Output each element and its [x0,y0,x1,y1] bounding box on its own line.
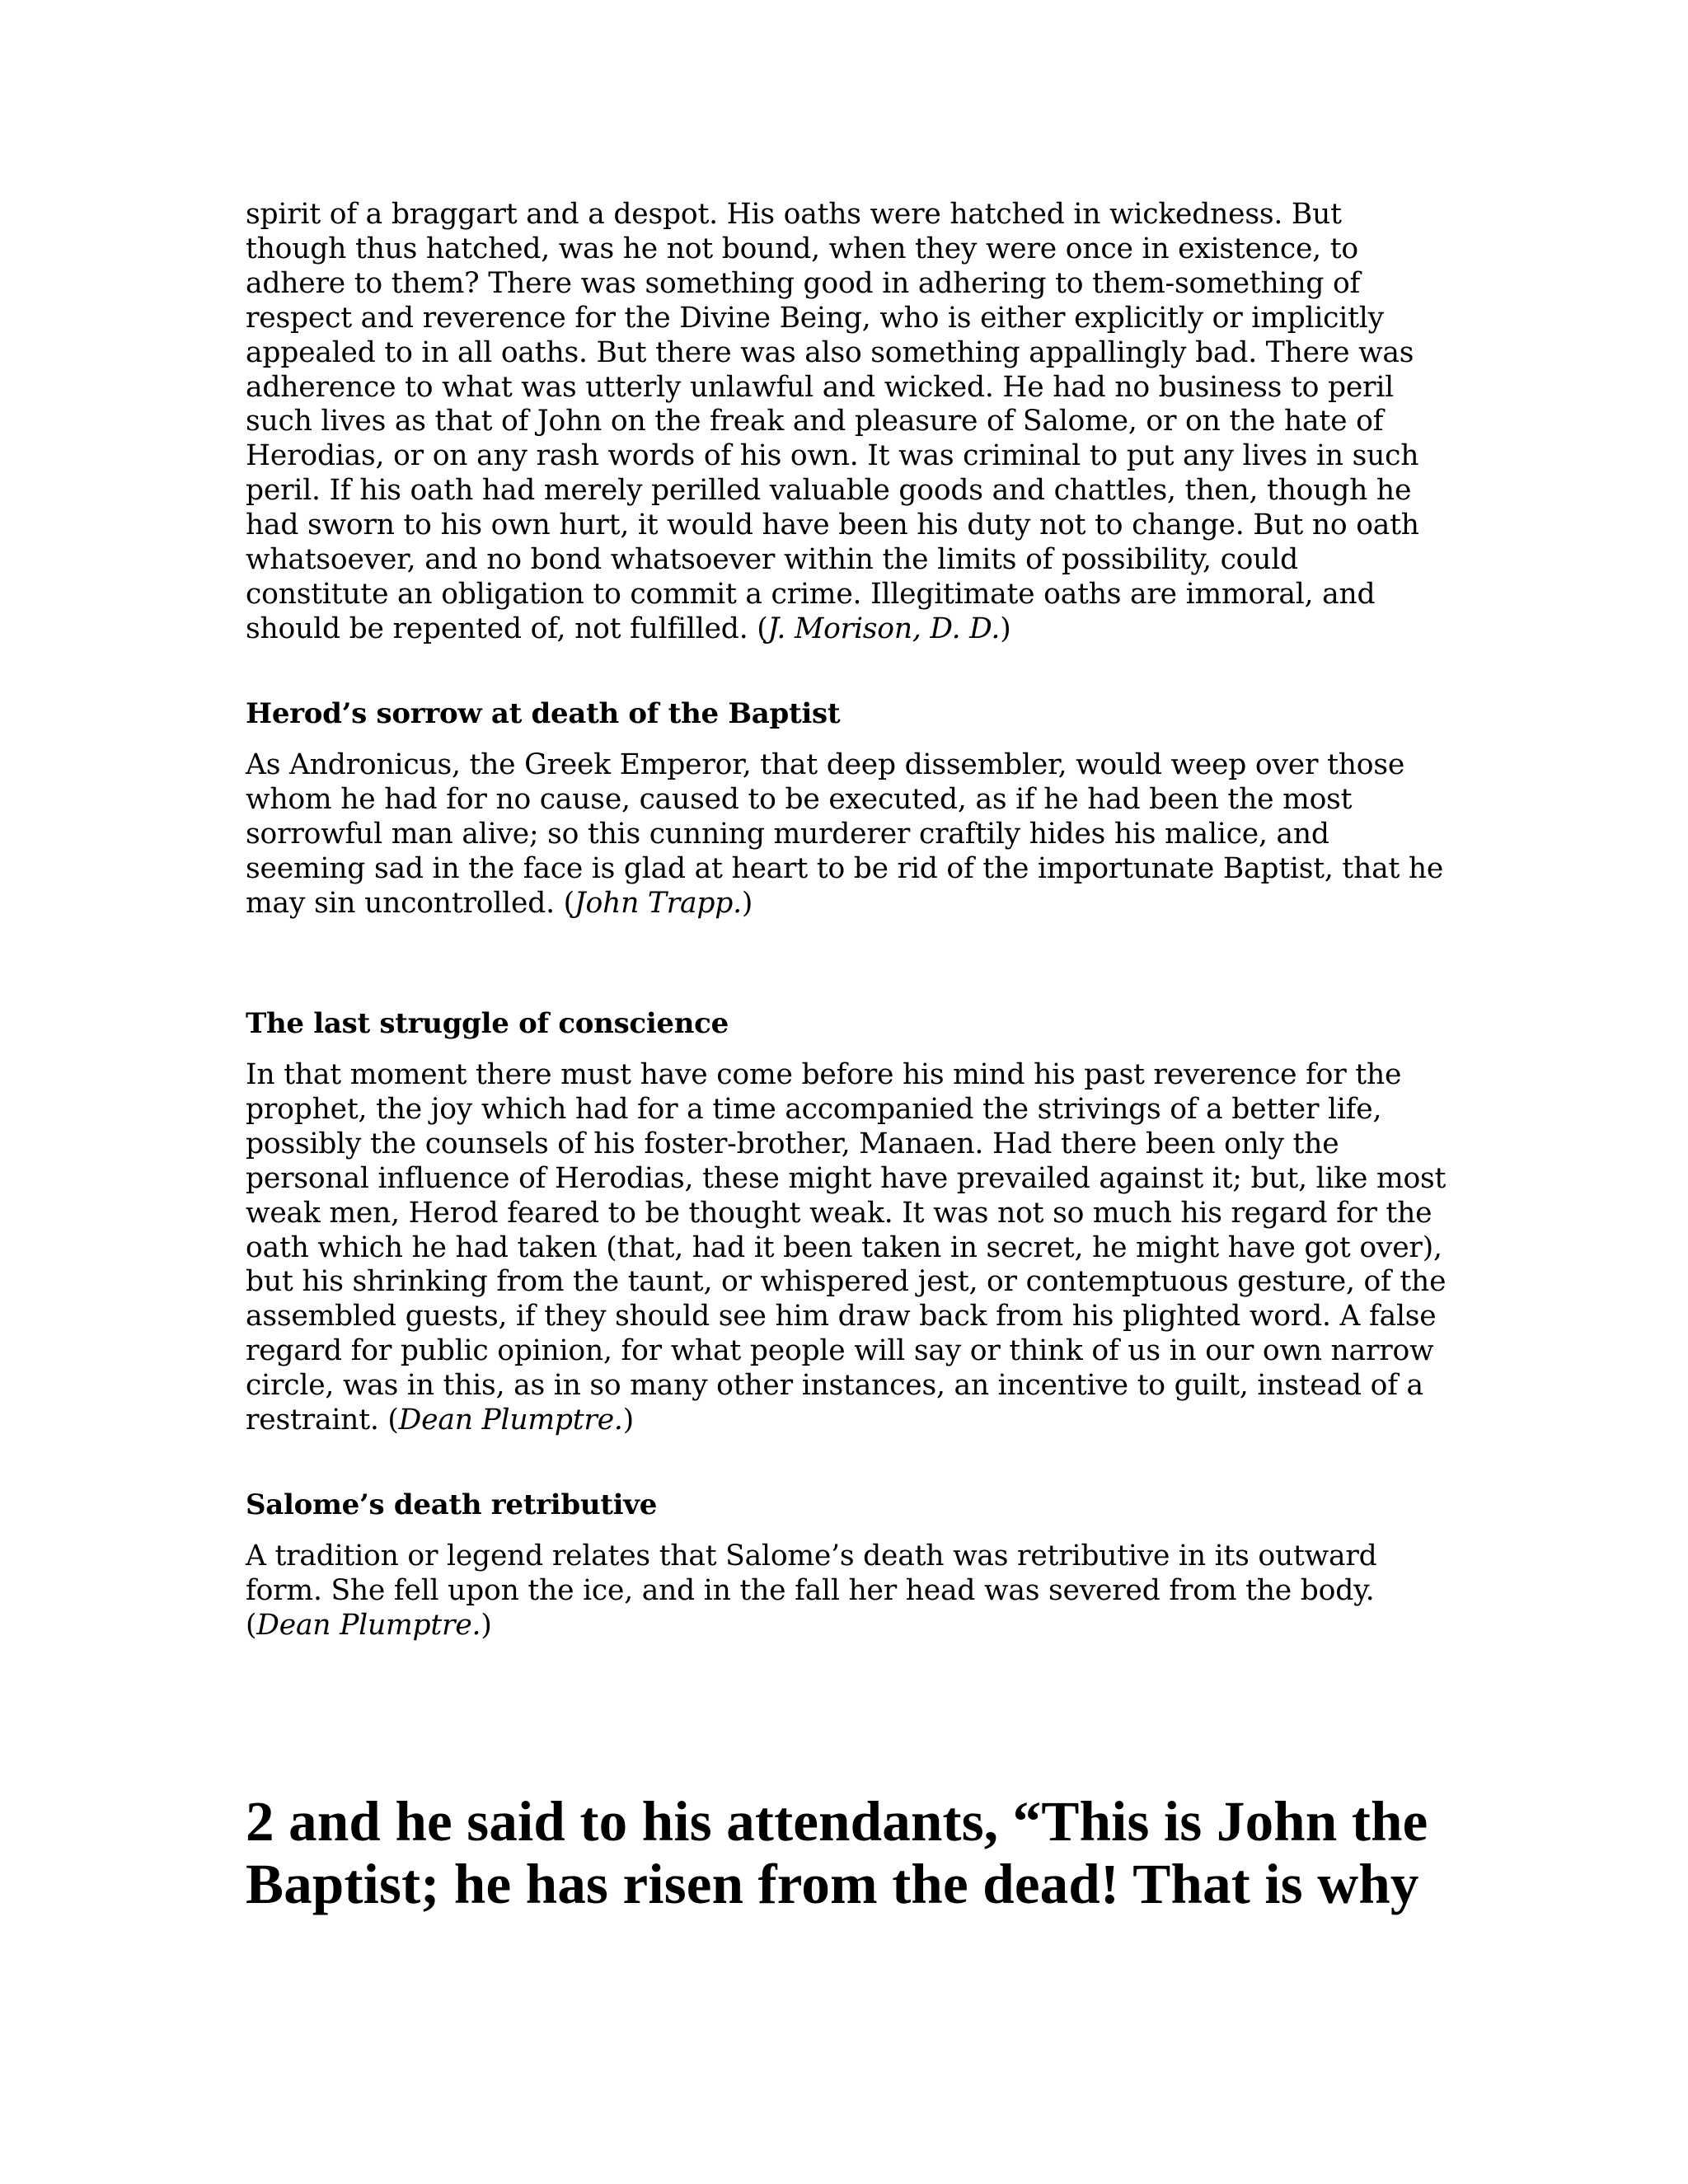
citation-close: ) [481,1608,492,1642]
verse-heading: 2 and he said to his attendants, “This is John the Baptist; he has risen from the dead! That is why [246,1790,1428,1915]
citation-close: ) [622,1404,634,1437]
commentary-paragraph [246,198,1449,647]
author-citation: J. Morison, D. D. [767,612,1001,645]
author-citation: John Trapp. [574,886,742,920]
paragraph-text: In that moment there must have come before his mind his past reverence for the prophet, the joy which had for a time accompanied the strivings of a better life, possibly the counsels of his foster-brother, Manaen. Had there been only the personal influence of Herodias, these might have prevailed against it; but, like most weak men, Herod feared to be thought weak. It was not so much his regard for the oath which he had taken (that, had it been taken in secret, he might have got over), but his shrinking from the taunt, or whispered jest, or contemptuous gesture, of the assembled guests, if they should see him draw back from his plighted word. A false regard for public opinion, for what people will say or think of us in our own narrow circle, was in this, as in so many other instances, an incentive to guilt, instead of a restraint. ( [246,1058,1447,1437]
section-heading: The last struggle of conscience [246,1007,729,1040]
verse-heading-block [246,1790,1449,1915]
section-salomes-death [246,1488,1449,1643]
citation-close: ) [741,886,753,920]
section-herods-sorrow [246,697,1449,921]
section-last-struggle [246,1007,1449,1438]
section-heading: Herod’s sorrow at death of the Baptist [246,697,841,730]
paragraph-text: A tradition or legend relates that Salome’s death was retributive in its outward form. She fell upon the ice, and in the fall her head was severed from the body. ( [246,1540,1377,1642]
paragraph-text: As Andronicus, the Greek Emperor, that deep dissembler, would weep over those whom he had for no cause, caused to be executed, as if he had been the most sorrowful man alive; so this cunning murderer craftily hides his malice, and seeming sad in the face is glad at heart to be rid of the importunate Baptist, that he may sin uncontrolled. ( [246,748,1444,920]
author-citation: Dean Plumptre. [256,1608,481,1642]
citation-close: ) [1000,612,1011,645]
paragraph-text: spirit of a braggart and a despot. His oaths were hatched in wickedness. But though thus hatched, was he not bound, when they were once in existence, to adhere to them? There was something good in adhering to them-something of respect and reverence for the Divine Being, who is either explicitly or implicitly appealed to in all oaths. But there was also something appallingly bad. There was adherence to what was utterly unlawful and wicked. He had no business to peril such lives as that of John on the freak and pleasure of Salome, or on the hate of Herodias, or on any rash words of his own. It was criminal to put any lives in such peril. If his oath had merely perilled valuable goods and chattles, then, though he had sworn to his own hurt, it would have been his duty not to change. But no oath whatsoever, and no bond whatsoever within the limits of possibility, could constitute an obligation to commit a crime. Illegitimate oaths are immoral, and should be repented of, not fulfilled. ( [246,198,1419,645]
author-citation: Dean Plumptre. [398,1404,623,1437]
section-heading: Salome’s death retributive [246,1488,658,1521]
